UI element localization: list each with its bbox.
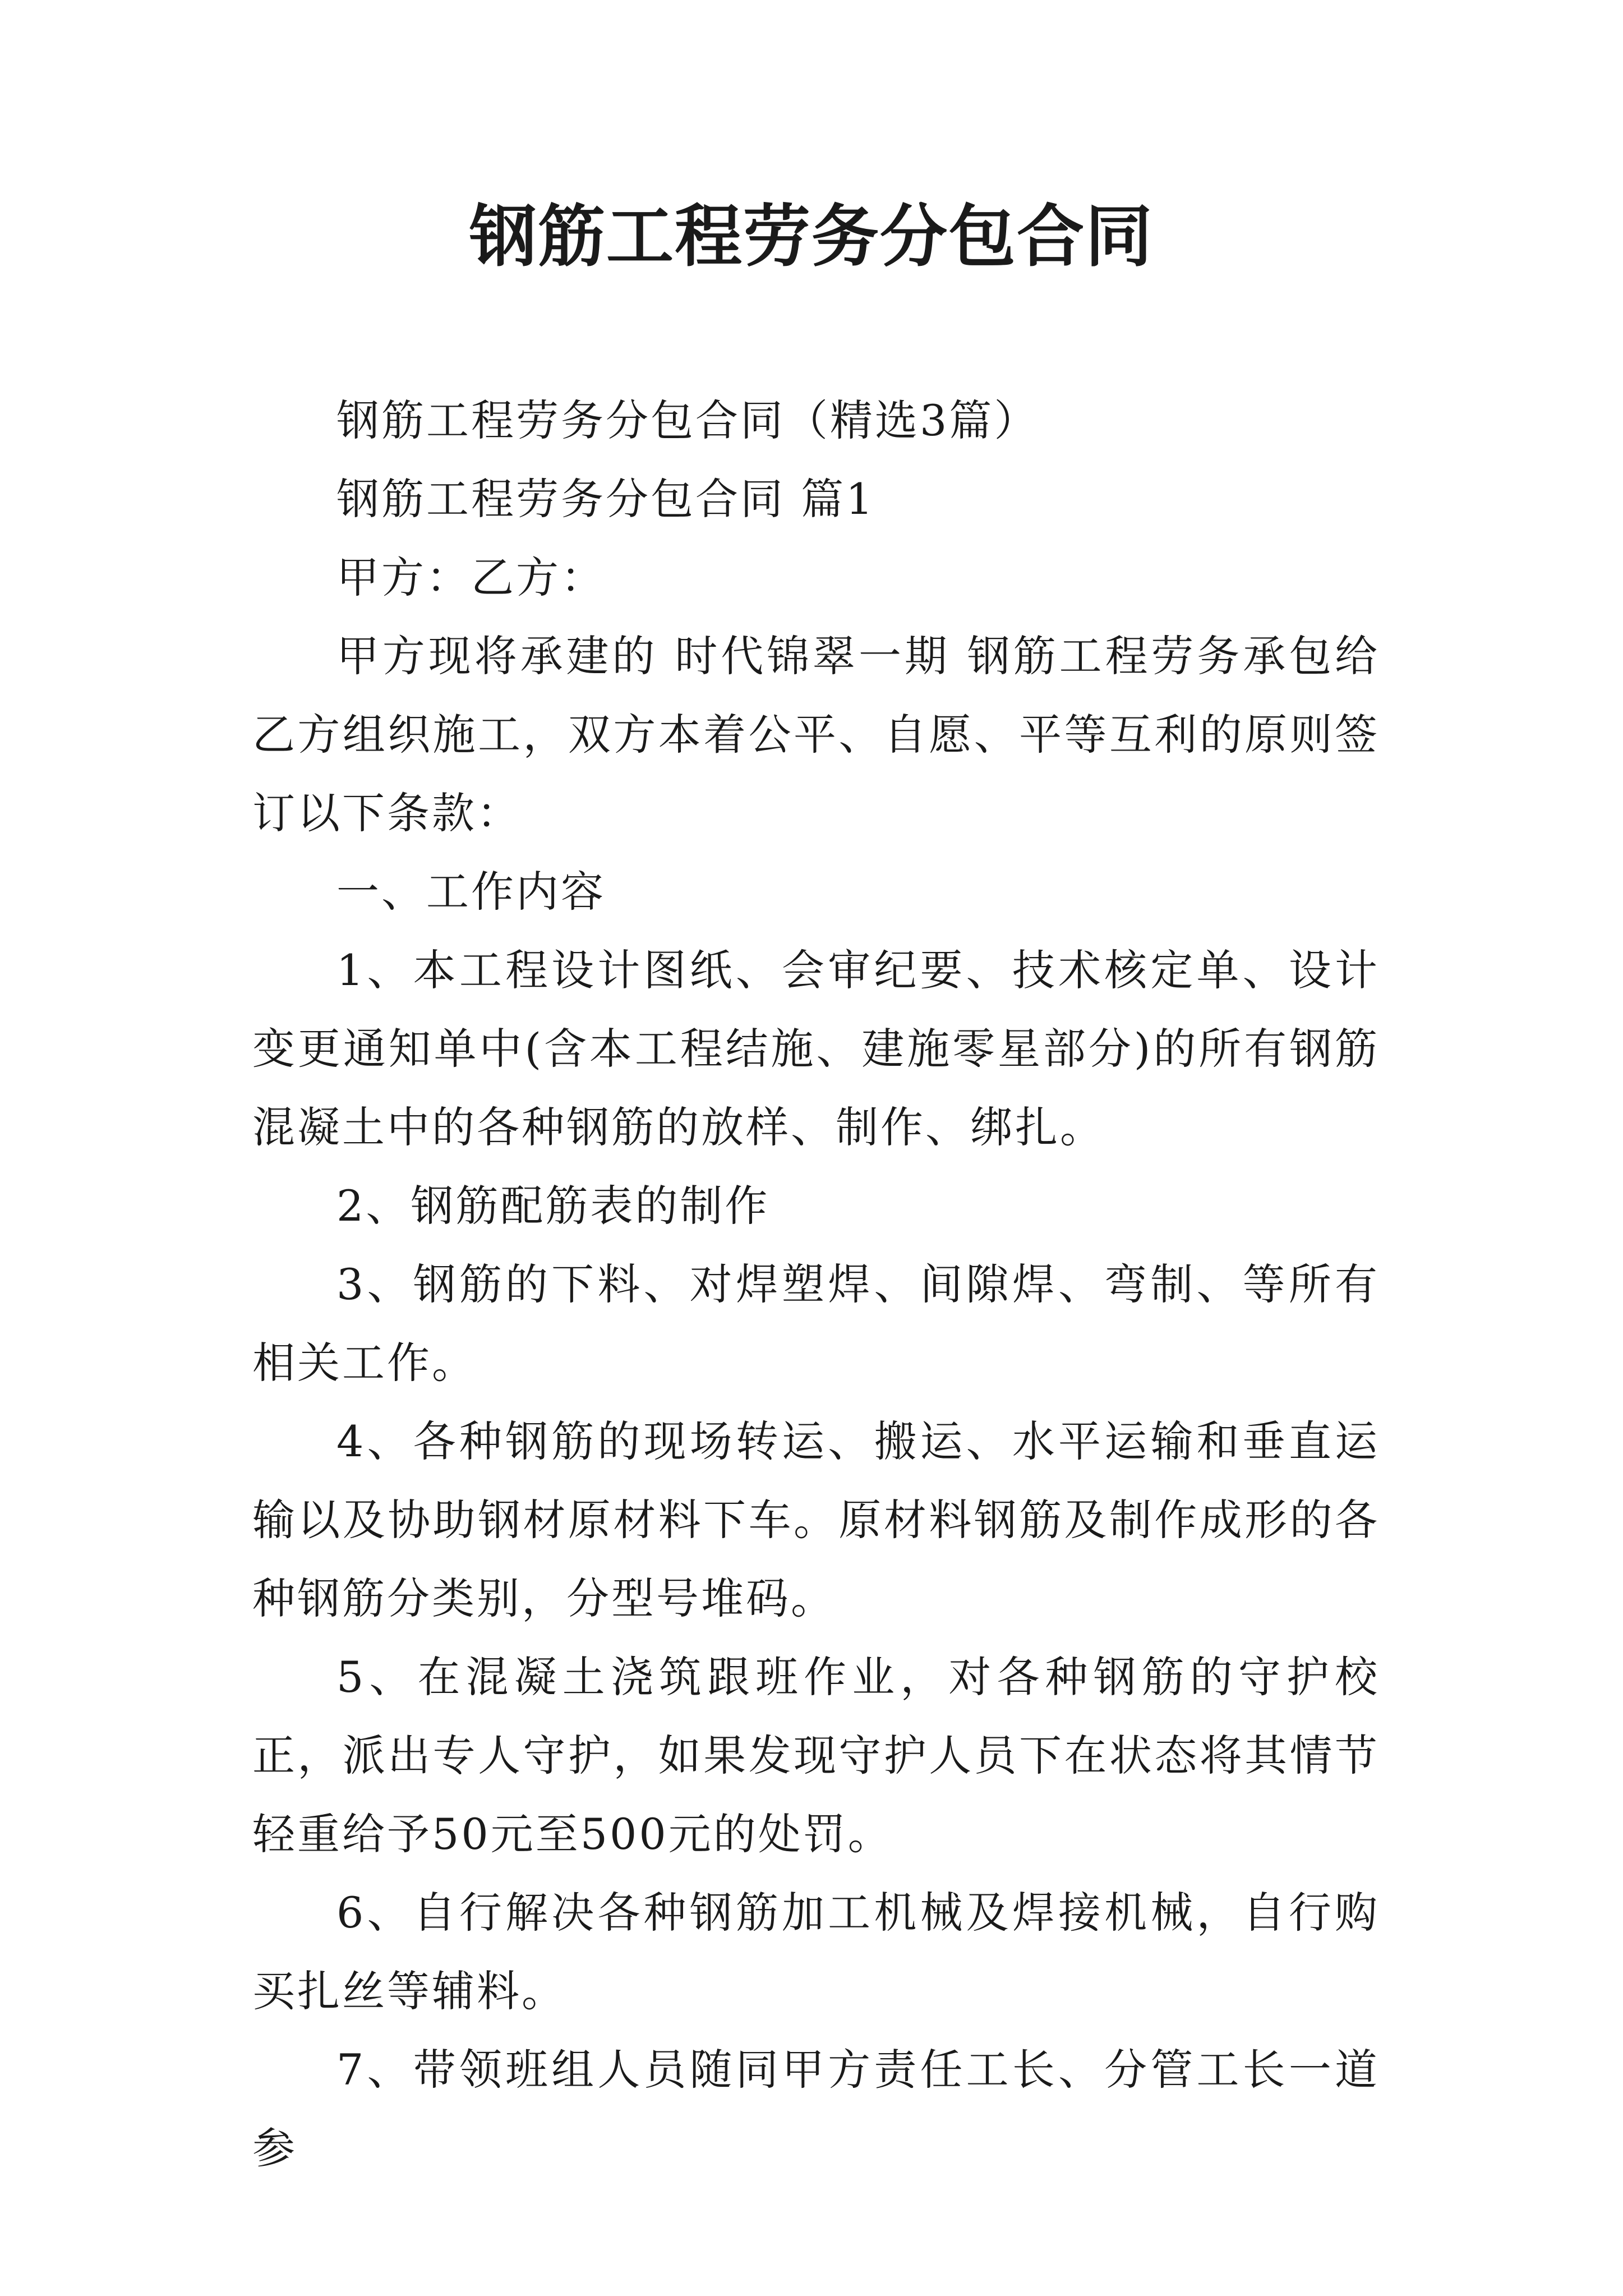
paragraph-preamble: 甲方现将承建的 时代锦翠一期 钢筋工程劳务承包给乙方组织施工，双方本着公平、自愿、平等互利的原则签订以下条款： xyxy=(252,631,1380,838)
paragraph-parties: 甲方：乙方： xyxy=(336,553,606,602)
paragraph-item-7: 7、带领班组人员随同甲方责任工长、分管工长一道参 xyxy=(252,2045,1380,2173)
paragraph-item-4: 4、各种钢筋的现场转运、搬运、水平运输和垂直运输以及协助钢材原材料下车。原材料钢筋及制作成形的各种钢筋分类别，分型号堆码。 xyxy=(252,1416,1380,1623)
paragraph-item-6: 6、自行解决各种钢筋加工机械及焊接机械，自行购买扎丝等辅料。 xyxy=(252,1888,1380,2016)
document-body xyxy=(252,381,1380,2188)
paragraph-section-heading: 钢筋工程劳务分包合同 篇1 xyxy=(336,474,875,524)
paragraph-item-3: 3、钢筋的下料、对焊塑焊、间隙焊、弯制、等所有相关工作。 xyxy=(252,1259,1380,1388)
document-title: 钢筋工程劳务分包合同 xyxy=(469,197,1154,276)
paragraph-subtitle: 钢筋工程劳务分包合同（精选3篇） xyxy=(336,395,1039,445)
paragraph-item-5: 5、在混凝土浇筑跟班作业，对各种钢筋的守护校正，派出专人守护，如果发现守护人员下在状态将其情节轻重给予50元至500元的处罚。 xyxy=(252,1652,1380,1859)
paragraph-item-1: 1、本工程设计图纸、会审纪要、技术核定单、设计变更通知单中(含本工程结施、建施零星部分)的所有钢筋混凝土中的各种钢筋的放样、制作、绑扎。 xyxy=(252,945,1380,1152)
paragraph-clause-heading: 一、工作内容 xyxy=(336,867,606,917)
paragraph-item-2: 2、钢筋配筋表的制作 xyxy=(336,1181,770,1231)
